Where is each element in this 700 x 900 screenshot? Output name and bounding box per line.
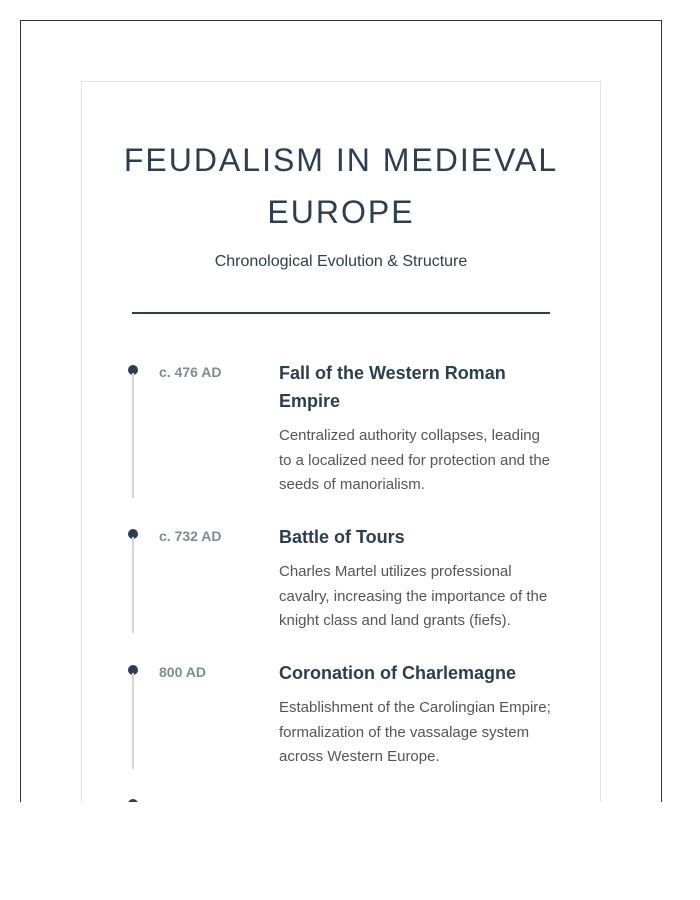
timeline-description: Centralized authority collapses, leading to a localized need for protection and the seeds of manorialism. (279, 427, 551, 493)
timeline-title: Coronation of Charlemagne (279, 663, 517, 683)
page-frame (20, 20, 662, 802)
title-divider (132, 312, 550, 314)
timeline-line (132, 673, 134, 769)
timeline-line (132, 373, 134, 498)
timeline-date: 800 AD (159, 664, 206, 680)
timeline-description: Charles Martel utilizes professional cavalry, increasing the importance of the knight class and land grants (fiefs). (279, 563, 548, 629)
page-subtitle: Chronological Evolution & Structure (214, 253, 468, 270)
document-card (81, 81, 601, 802)
timeline-title: Fall of the Western Roman Empire (279, 363, 506, 411)
timeline-title: Battle of Tours (279, 527, 405, 547)
timeline-description: Establishment of the Carolingian Empire; formalization of the vassalage system across Western Europe. (279, 699, 551, 765)
timeline-dot-icon (128, 799, 138, 802)
page-title: FEUDALISM IN MEDIEVAL EUROPE (123, 142, 559, 230)
timeline-date: c. 732 AD (159, 528, 222, 544)
timeline-date: c. 476 AD (159, 364, 222, 380)
timeline-line (132, 537, 134, 633)
